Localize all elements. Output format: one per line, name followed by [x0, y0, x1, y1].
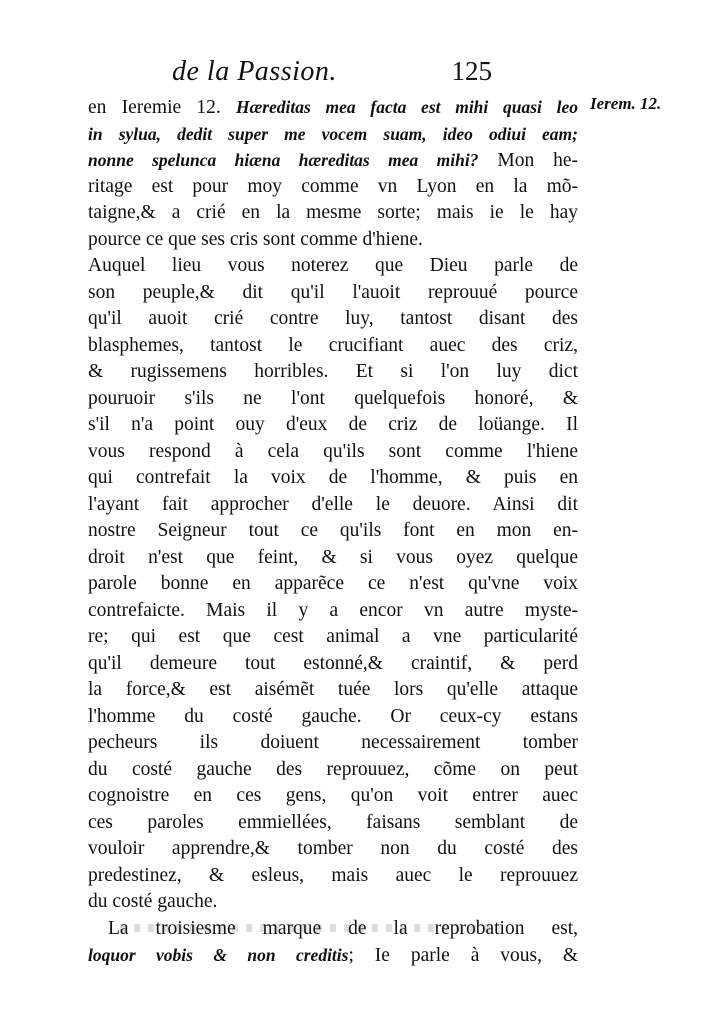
running-title: de la Passion. — [172, 56, 337, 87]
text-line: vous respond à cela qu'ils sont comme l'hiene — [88, 440, 578, 462]
text-line: pouruoir s'ils ne l'ont quelquefois honoré, & — [88, 387, 578, 409]
text-line: ces paroles emmiellées, faisans semblant de — [88, 811, 578, 833]
text-line: qu'il auoit crié contre luy, tantost disant des — [88, 308, 578, 329]
text-line: qui contrefait la voix de l'homme, & puis en — [88, 467, 578, 488]
text-line — [88, 942, 578, 969]
text-span: ; Ie parle à vous, & — [348, 945, 579, 966]
text-line: in sylua, dedit super me vocem suam, ideo odiui eam; — [88, 123, 578, 144]
text-line: taigne,& a crié en la mesme sorte; mais ie le hay — [88, 202, 578, 223]
latin-quote: nonne spelunca hiæna hæreditas mea mihi? — [88, 150, 479, 170]
latin-quote: Hæreditas mea facta est mihi quasi leo — [235, 97, 578, 117]
text-line: la force,& est aisémẽt tuée lors qu'elle attaque — [88, 679, 578, 700]
text-line: re; qui est que cest animal a vne particularité — [88, 626, 578, 647]
text-line: contrefaicte. Mais il y a encor vn autre myste- — [88, 599, 578, 621]
text-line: droit n'est que feint, & si vous oyez quelque — [88, 546, 578, 568]
text-line: predestinez, & esleus, mais auec le reprouuez — [88, 864, 578, 886]
latin-quote: loquor vobis & non creditis — [88, 945, 349, 965]
marginal-note: Ierem. 12. — [590, 94, 662, 113]
bleed-through-mark — [120, 924, 500, 932]
text-line: s'il n'a point ouy d'eux de criz de loüange. Il — [88, 414, 578, 435]
page-header — [172, 56, 492, 96]
text-line — [88, 94, 578, 121]
body-text — [88, 94, 578, 969]
text-line: pecheurs ils doiuent necessairement tomber — [88, 732, 578, 753]
text-line: du costé gauche. — [88, 891, 218, 912]
text-line: vouloir apprendre,& tomber non du costé des — [88, 838, 578, 859]
text-line: parole bonne en apparẽce ce n'est qu'vne voix — [88, 573, 578, 594]
page-number: 125 — [451, 56, 492, 86]
text-line: du costé gauche des reprouuez, cõme on peut — [88, 758, 578, 780]
text-line: nostre Seigneur tout ce qu'ils font en mon en- — [88, 520, 578, 541]
text-line: qu'il demeure tout estonné,& craintif, & perd — [88, 652, 578, 674]
text-line — [88, 147, 578, 174]
text-span: Mon he- — [497, 150, 578, 171]
text-line: La troisiesme marque de la reprobation est, — [108, 917, 578, 939]
text-line: Auquel lieu vous noterez que Dieu parle de — [88, 255, 578, 276]
text-line: pource ce que ses cris sont comme d'hiene. — [88, 228, 423, 250]
text-line: ritage est pour moy comme vn Lyon en la mõ- — [88, 175, 578, 197]
text-line: son peuple,& dit qu'il l'auoit reprouué pource — [88, 281, 578, 303]
text-line: l'homme du costé gauche. Or ceux-cy estans — [88, 705, 578, 727]
text-line: cognoistre en ces gens, qu'on voit entrer auec — [88, 785, 578, 806]
text-line: l'ayant fait approcher d'elle le deuore. Ainsi dit — [88, 493, 578, 515]
text-span: en Ieremie 12. — [88, 97, 221, 118]
text-line: blasphemes, tantost le crucifiant auec des criz, — [88, 334, 578, 356]
text-line: & rugissemens horribles. Et si l'on luy dict — [88, 361, 578, 382]
